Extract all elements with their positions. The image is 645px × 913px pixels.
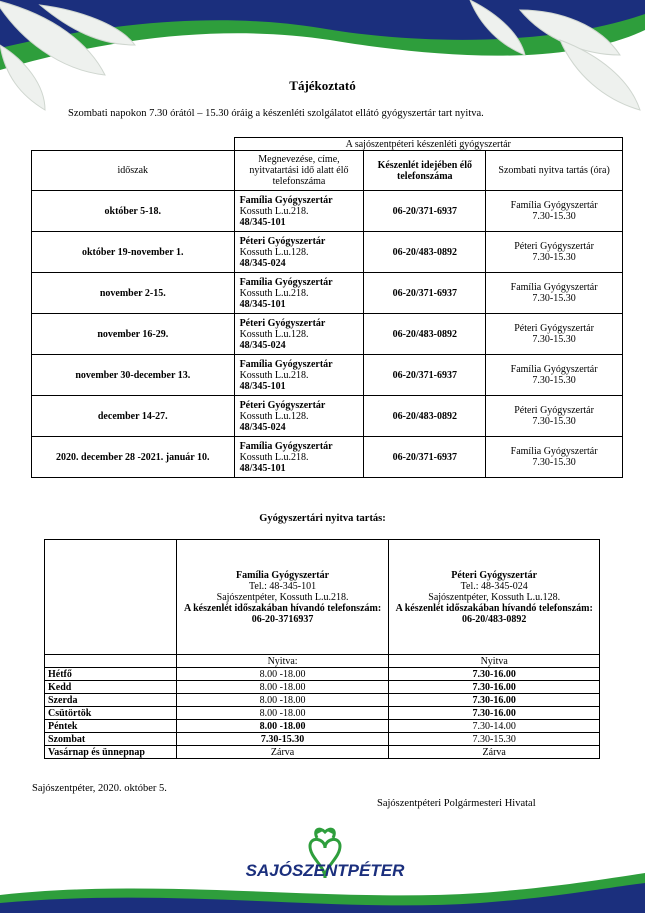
duty-rows: [32, 191, 623, 478]
table-row: [32, 314, 623, 355]
saturday-cell: [486, 396, 623, 437]
pharmacy-name: Péteri Gyógyszertár: [239, 235, 326, 247]
period-cell: 2020. december 28 -2021. január 10.: [32, 437, 235, 478]
duty-phone-cell: 06-20/483-0892: [364, 314, 486, 355]
saturday-hours: 7.30-15.30: [532, 211, 576, 222]
saturday-cell: [486, 437, 623, 478]
pharmacy-header-familia: [176, 540, 389, 655]
saturday-cell: [486, 314, 623, 355]
blank-cell: [45, 540, 177, 655]
hours-familia: 8.00 -18.00: [176, 668, 389, 681]
day-cell: Kedd: [45, 681, 177, 694]
table-row: [45, 707, 600, 720]
saturday-pharmacy: Péteri Gyógyszertár: [514, 241, 594, 252]
opening-hours-title: Gyógyszertári nyitva tartás:: [259, 513, 386, 524]
saturday-hours: 7.30-15.30: [532, 416, 576, 427]
pharmacy-address: Kossuth L.u.128.: [239, 410, 309, 422]
duty-phone-cell: 06-20/483-0892: [364, 396, 486, 437]
office-signature: Sajószentpéteri Polgármesteri Hivatal: [377, 798, 536, 809]
table-row: [45, 746, 600, 759]
period-cell: október 5-18.: [32, 191, 235, 232]
blank-cell: [45, 655, 177, 668]
hours-familia: 7.30-15.30: [176, 733, 389, 746]
saturday-hours: 7.30-15.30: [532, 293, 576, 304]
hours-familia: 8.00 -18.00: [176, 681, 389, 694]
duty-schedule-table: [31, 137, 623, 478]
pharmacy-name: Péteri Gyógyszertár: [239, 317, 326, 329]
pharmacy-name: Família Gyógyszertár: [239, 276, 333, 288]
table-row: [45, 733, 600, 746]
pharmacy-cell: [234, 396, 364, 437]
saturday-hours: 7.30-15.30: [532, 375, 576, 386]
hours-peteri: 7.30-16.00: [389, 707, 600, 720]
pharmacy-name: Péteri Gyógyszertár: [451, 569, 538, 581]
header-period: időszak: [32, 151, 235, 191]
saturday-cell: [486, 273, 623, 314]
bottom-wave-decoration: [0, 873, 645, 913]
saturday-pharmacy: Família Gyógyszertár: [510, 364, 598, 375]
svg-text:SAJÓSZENTPÉTER: SAJÓSZENTPÉTER: [245, 861, 405, 880]
pharmacy-address: Sajószentpéter, Kossuth L.u.218.: [216, 591, 349, 603]
hours-peteri: 7.30-15.30: [389, 733, 600, 746]
pharmacy-phone: 48/345-024: [239, 421, 286, 433]
period-cell: december 14-27.: [32, 396, 235, 437]
hours-peteri: 7.30-16.00: [389, 668, 600, 681]
header-saturday: Szombati nyitva tartás (óra): [486, 151, 623, 191]
day-cell: Vasárnap és ünnepnap: [45, 746, 177, 759]
pharmacy-cell: [234, 437, 364, 478]
table-row: [32, 437, 623, 478]
duty-phone-cell: 06-20/371-6937: [364, 437, 486, 478]
duty-phone: 06-20-3716937: [251, 613, 314, 625]
pharmacy-name: Família Gyógyszertár: [239, 440, 333, 452]
duty-phone: 06-20/483-0892: [461, 613, 527, 625]
hours-familia: 8.00 -18.00: [176, 720, 389, 733]
day-cell: Hétfő: [45, 668, 177, 681]
day-cell: Péntek: [45, 720, 177, 733]
pharmacy-phone: 48/345-101: [239, 380, 286, 392]
pharmacy-phone: 48/345-101: [239, 216, 286, 228]
period-cell: november 30-december 13.: [32, 355, 235, 396]
pharmacy-cell: [234, 314, 364, 355]
hours-familia: 8.00 -18.00: [176, 694, 389, 707]
duty-label: A készenlét időszakában hívandó telefonszám:: [183, 602, 382, 614]
period-cell: október 19-november 1.: [32, 232, 235, 273]
pharmacy-phone: 48/345-024: [239, 339, 286, 351]
hours-familia: 8.00 -18.00: [176, 707, 389, 720]
duty-phone-cell: 06-20/371-6937: [364, 191, 486, 232]
pharmacy-phone: 48/345-024: [239, 257, 286, 269]
duty-phone-cell: 06-20/371-6937: [364, 355, 486, 396]
pharmacy-name: Família Gyógyszertár: [236, 569, 330, 581]
day-cell: Szombat: [45, 733, 177, 746]
saturday-hours: 7.30-15.30: [532, 252, 576, 263]
duty-label: A készenlét időszakában hívandó telefonszám:: [395, 602, 593, 614]
pharmacy-address: Kossuth L.u.128.: [239, 246, 309, 258]
pharmacy-address: Kossuth L.u.128.: [239, 328, 309, 340]
table-row: [32, 273, 623, 314]
table-row: [45, 668, 600, 681]
blank-cell: [32, 138, 235, 151]
header-name: Megnevezése, címe, nyitvatartási idő alatt élő telefonszáma: [234, 151, 364, 191]
saturday-cell: [486, 232, 623, 273]
table-row: [45, 720, 600, 733]
saturday-pharmacy: Família Gyógyszertár: [510, 200, 598, 211]
pharmacy-name: Família Gyógyszertár: [239, 358, 333, 370]
pharmacy-phone: 48/345-101: [239, 462, 286, 474]
pharmacy-cell: [234, 232, 364, 273]
pharmacy-cell: [234, 273, 364, 314]
open-label-peteri: Nyitva: [389, 655, 600, 668]
saturday-pharmacy: Péteri Gyógyszertár: [514, 405, 594, 416]
document-title: Tájékoztató: [289, 78, 356, 93]
saturday-pharmacy: Péteri Gyógyszertár: [514, 323, 594, 334]
pharmacy-phone: 48/345-101: [239, 298, 286, 310]
saturday-pharmacy: Família Gyógyszertár: [510, 282, 598, 293]
intro-text: Szombati napokon 7.30 órától – 15.30 óráig a készenléti szolgálatot ellátó gyógyszertár tart nyitva.: [68, 108, 484, 119]
pharmacy-tel: Tel.: 48-345-024: [460, 580, 528, 592]
top-leaf-decoration: [0, 0, 645, 120]
saturday-hours: 7.30-15.30: [532, 457, 576, 468]
table-row: [32, 191, 623, 232]
day-cell: Szerda: [45, 694, 177, 707]
pharmacy-tel: Tel.: 48-345-101: [249, 580, 317, 592]
saturday-pharmacy: Família Gyógyszertár: [510, 446, 598, 457]
pharmacy-cell: [234, 191, 364, 232]
duty-phone-cell: 06-20/371-6937: [364, 273, 486, 314]
pharmacy-address: Kossuth L.u.218.: [239, 369, 309, 381]
saturday-cell: [486, 191, 623, 232]
hours-peteri: 7.30-14.00: [389, 720, 600, 733]
period-cell: november 2-15.: [32, 273, 235, 314]
table-row: [32, 355, 623, 396]
table-row: [45, 694, 600, 707]
pharmacy-header-peteri: [389, 540, 600, 655]
pharmacy-name: Família Gyógyszertár: [239, 194, 333, 206]
group-header: A sajószentpéteri készenléti gyógyszertár: [234, 138, 622, 151]
hours-peteri: 7.30-16.00: [389, 694, 600, 707]
pharmacy-address: Sajószentpéter, Kossuth L.u.128.: [428, 591, 561, 603]
pharmacy-name: Péteri Gyógyszertár: [239, 399, 326, 411]
table-row: [45, 681, 600, 694]
table-row: [32, 232, 623, 273]
pharmacy-address: Kossuth L.u.218.: [239, 205, 309, 217]
saturday-cell: [486, 355, 623, 396]
day-cell: Csütörtök: [45, 707, 177, 720]
opening-hours-table: [44, 539, 600, 759]
hours-peteri: Zárva: [389, 746, 600, 759]
period-cell: november 16-29.: [32, 314, 235, 355]
duty-phone-cell: 06-20/483-0892: [364, 232, 486, 273]
pharmacy-cell: [234, 355, 364, 396]
header-duty-phone: Készenlét idejében élő telefonszáma: [364, 151, 486, 191]
open-label-familia: Nyitva:: [176, 655, 389, 668]
table-row: [32, 396, 623, 437]
hours-peteri: 7.30-16.00: [389, 681, 600, 694]
hours-familia: Zárva: [176, 746, 389, 759]
pharmacy-address: Kossuth L.u.218.: [239, 287, 309, 299]
pharmacy-address: Kossuth L.u.218.: [239, 451, 309, 463]
saturday-hours: 7.30-15.30: [532, 334, 576, 345]
place-date: Sajószentpéter, 2020. október 5.: [32, 783, 167, 794]
